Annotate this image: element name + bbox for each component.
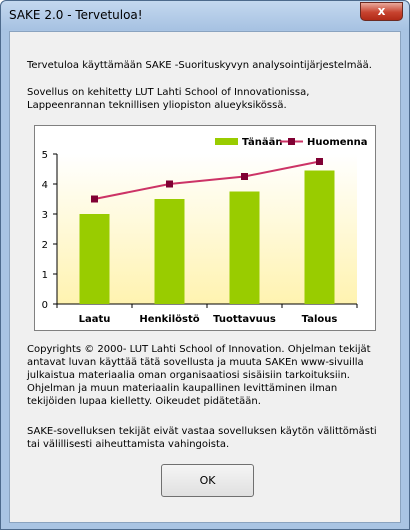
bar-tänään	[80, 214, 110, 304]
x-category-label: Henkilöstö	[139, 314, 200, 325]
close-icon: x	[377, 4, 386, 18]
close-button[interactable]	[360, 2, 403, 21]
line-marker	[166, 181, 173, 188]
y-tick-label: 5	[41, 150, 48, 161]
bar-tänään	[155, 199, 185, 304]
x-category-label: Tuottavuus	[213, 314, 276, 325]
legend-label-huomenna: Huomenna	[307, 137, 368, 148]
ok-button[interactable]: OK	[161, 464, 254, 497]
bar-tänään	[305, 171, 335, 305]
legend-marker-huomenna	[288, 138, 295, 145]
line-marker	[316, 158, 323, 165]
y-tick-label: 3	[41, 210, 48, 221]
x-category-label: Laatu	[78, 314, 111, 325]
line-marker	[91, 196, 98, 203]
chart-frame	[34, 125, 376, 331]
performance-chart	[35, 126, 375, 330]
developer-text: Sovellus on kehitetty LUT Lahti School of Innovationissa, Lappeenrannan teknillisen yliopiston alueyksikössä.	[27, 87, 310, 111]
bar-tänään	[230, 192, 260, 305]
legend-swatch-tanaan	[215, 138, 238, 145]
title-bar[interactable]	[1, 1, 409, 30]
disclaimer-text: SAKE-sovelluksen tekijät eivät vastaa sovelluksen käytön välittömästi tai välillisesti aiheuttamista vahingoista.	[27, 426, 377, 450]
y-tick-label: 4	[41, 180, 48, 191]
welcome-text: Tervetuloa käyttämään SAKE -Suorituskyvyn analysointijärjestelmää.	[27, 60, 372, 71]
x-category-label: Talous	[301, 314, 338, 325]
legend-label-tanaan: Tänään	[242, 137, 283, 148]
y-tick-label: 2	[41, 240, 48, 251]
copyright-text: Copyrights © 2000- LUT Lahti School of Innovation. Ohjelman tekijät antavat luvan käyttää tätä sovellusta ja muuta SAKEn www-sivuilla julkaistua materiaalia oman organisaatiosi sisäisiin tarkoituksiin. Ohjelman ja muun materiaalin kaupallinen levittäminen ilman tekijöiden lupaa kielletty. Oikeudet pidätetään.	[27, 344, 371, 407]
y-tick-label: 1	[41, 270, 48, 281]
y-tick-label: 0	[41, 300, 48, 311]
line-marker	[241, 173, 248, 180]
window-title: SAKE 2.0 - Tervetuloa!	[9, 8, 143, 22]
